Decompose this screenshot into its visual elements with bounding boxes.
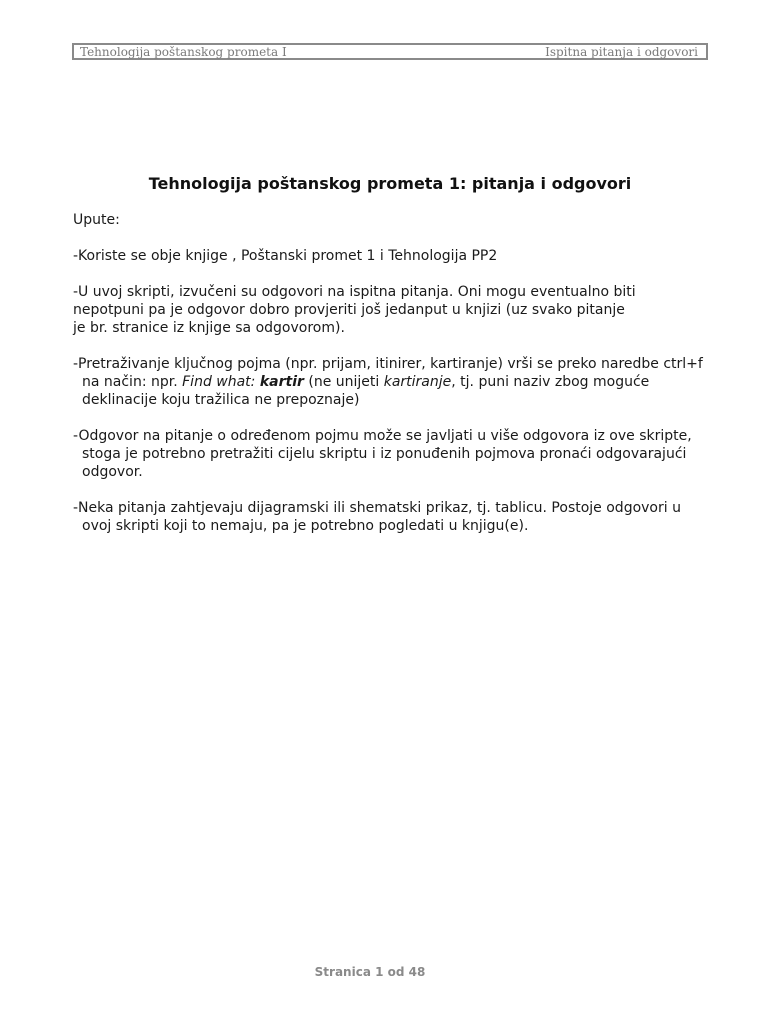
search-keyword: kartir (259, 374, 304, 390)
paragraph-diagrams: -Neka pitanja zahtjevaju dijagramski ili shematski prikaz, tj. tablicu. Postoje odgovori u ovoj skripti koji to nemaju, pa je potrebno pogledati u knjigu(e). (73, 500, 681, 534)
paragraph-intro-line-3: je br. stranice iz knjige sa odgovorom). (73, 320, 345, 336)
header-document-title: Tehnologija poštanskog prometa I (80, 44, 287, 59)
paragraph-intro-line-2: nepotpuni pa je odgovor dobro provjeriti još jedanput u knjizi (uz svako pitanje (73, 302, 625, 318)
paragraph-intro-line-1: -U uvoj skripti, izvučeni su odgovori na ispitna pitanja. Oni mogu eventualno biti (73, 284, 636, 300)
paragraph-books: -Koriste se obje knjige , Poštanski promet 1 i Tehnologija PP2 (73, 248, 498, 264)
page-number: Stranica 1 od 48 (314, 965, 426, 979)
search-text-part-2: (ne unijeti (303, 374, 384, 390)
search-full-word: kartiranje (383, 374, 452, 390)
instructions-label: Upute: (73, 212, 120, 228)
header-section-title: Ispitna pitanja i odgovori (545, 44, 698, 59)
paragraph-answers: -Odgovor na pitanje o određenom pojmu može se javljati u više odgovora iz ove skripte, stoga je potrebno pretražiti cijelu skriptu i iz ponuđenih pojmova pronaći odgovarajući odgovor. (73, 428, 692, 480)
paragraph-search-instructions (73, 355, 713, 409)
search-text-part-3: , tj. puni naziv zbog moguće deklinacije koju tražilica ne prepoznaje) (82, 374, 650, 408)
search-text-part-1: -Pretraživanje ključnog pojma (npr. prijam, itinirer, kartiranje) vrši se preko naredbe ctrl+f na način: npr. (73, 356, 703, 390)
search-find-what-label: Find what: (182, 374, 256, 390)
paragraph-intro (73, 283, 713, 337)
page-header (72, 43, 708, 60)
instructions-section (73, 211, 713, 553)
document-title: Tehnologija poštanskog prometa 1: pitanja i odgovori (148, 174, 632, 193)
